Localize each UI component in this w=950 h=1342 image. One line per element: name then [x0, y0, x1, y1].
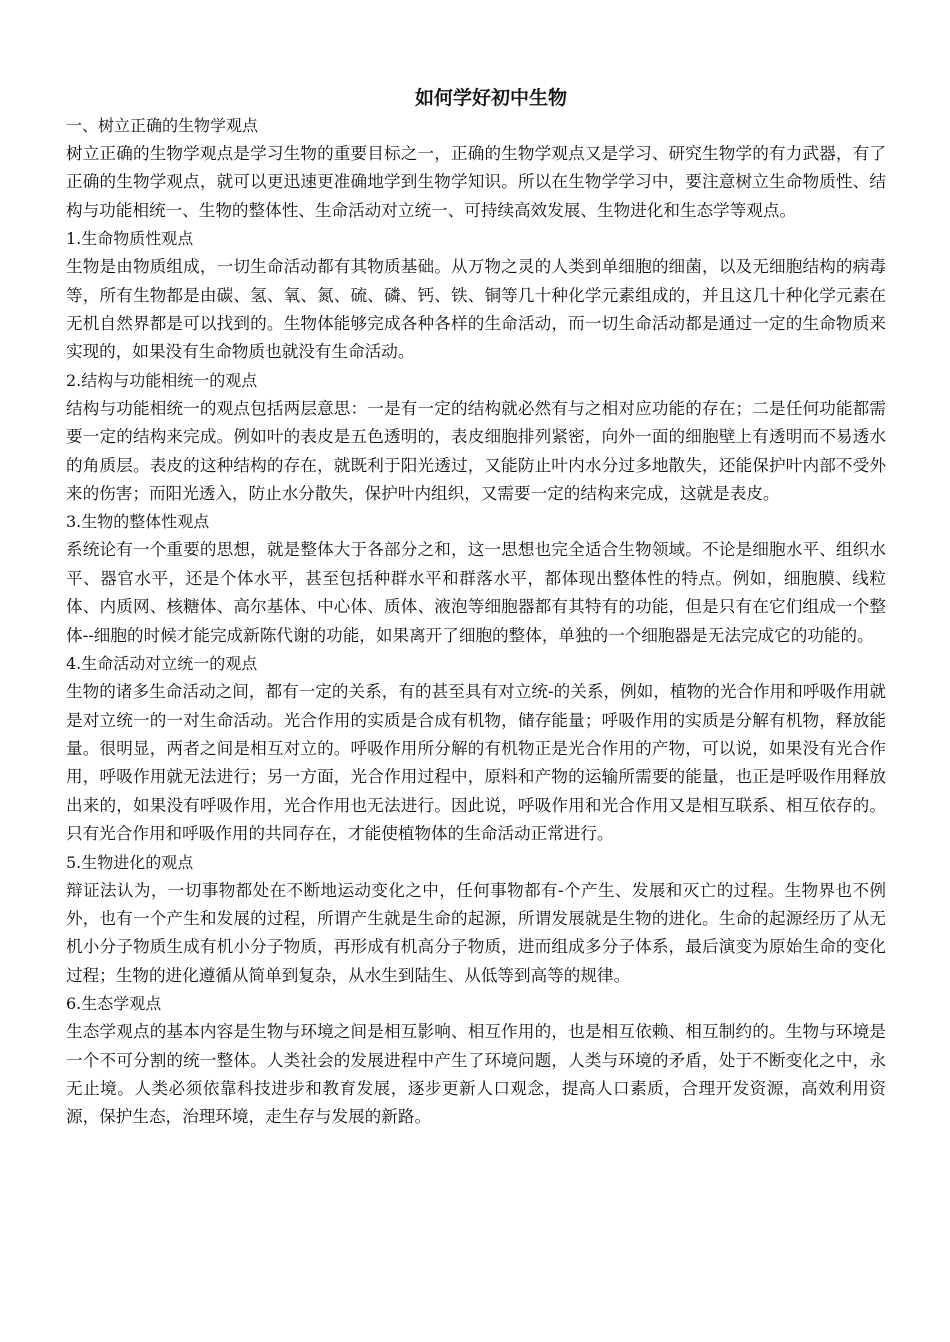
section-3-paragraph: 系统论有一个重要的思想，就是整体大于各部分之和，这一思想也完全适合生物领域。不论是细胞水平、组织水平、器官水平，还是个体水平，甚至包括种群水平和群落水平，都体现出整体性的特点。例如，细胞膜、线粒体、内质网、核糖体、高尔基体、中心体、质体、液泡等细胞器都有其特有的功能，但是只有在它们组成一个整体--细胞的时候才能完成新陈代谢的功能，如果离开了细胞的整体，单独的一个细胞器是无法完成它的功能的。 — [66, 540, 886, 645]
section-6-heading: 6.生态学观点 — [66, 994, 162, 1014]
section-2-heading: 2.结构与功能相统一的观点 — [66, 370, 258, 390]
section-4-heading: 4.生命活动对立统一的观点 — [66, 654, 258, 674]
section-3-heading: 3.生物的整体性观点 — [66, 512, 210, 532]
document-page — [66, 84, 886, 1132]
section-5-paragraph: 辩证法认为，一切事物都处在不断地运动变化之中，任何事物都有-个产生、发展和灭亡的过程。生物界也不例外，也有一个产生和发展的过程，所谓产生就是生命的起源，所谓发展就是生物的进化。生命的起源经历了从无机小分子物质生成有机小分子物质，再形成有机高分子物质，进而组成多分子体系，最后演变为原始生命的变化过程；生物的进化遵循从简单到复杂，从水生到陆生、从低等到高等的规律。 — [66, 880, 886, 985]
section-2-paragraph: 结构与功能相统一的观点包括两层意思：一是有一定的结构就必然有与之相对应功能的存在；二是任何功能都需要一定的结构来完成。例如叶的表皮是五色透明的，表皮细胞排列紧密，向外一面的细胞壁上有透明而不易透水的角质层。表皮的这种结构的存在，就既利于阳光透过，又能防止叶内水分过多地散失，还能保护叶内部不受外来的伤害；而阳光透入，防止水分散失，保护叶内组织，又需要一定的结构来完成，这就是表皮。 — [66, 398, 886, 504]
section-1-paragraph: 生物是由物质组成，一切生命活动都有其物质基础。从万物之灵的人类到单细胞的细菌，以及无细胞结构的病毒等，所有生物都是由碳、氢、氧、氮、硫、磷、钙、铁、铜等几十种化学元素组成的，并且这几十种化学元素在无机自然界都是可以找到的。生物体能够完成各种各样的生命活动，而一切生命活动都是通过一定的生命物质来实现的，如果没有生命物质也就没有生命活动。 — [66, 257, 886, 362]
section-6-paragraph: 生态学观点的基本内容是生物与环境之间是相互影响、相互作用的，也是相互依赖、相互制约的。生物与环境是一个不可分割的统一整体。人类社会的发展进程中产生了环境问题，人类与环境的矛盾，处于不断变化之中，永无止境。人类必须依靠科技进步和教育发展，逐步更新人口观念，提高人口素质，合理开发资源，高效利用资源，保护生态，治理环境，走生存与发展的新路。 — [66, 1022, 886, 1127]
section-1-heading: 1.生命物质性观点 — [66, 229, 194, 249]
section-5-heading: 5.生物进化的观点 — [66, 852, 194, 872]
section-4-paragraph: 生物的诸多生命活动之间，都有一定的关系，有的甚至具有对立统-的关系，例如，植物的光合作用和呼吸作用就是对立统一的一对生命活动。光合作用的实质是合成有机物，储存能量；呼吸作用的实质是分解有机物，释放能量。很明显，两者之间是相互对立的。呼吸作用所分解的有机物正是光合作用的产物，可以说，如果没有光合作用，呼吸作用就无法进行；另一方面，光合作用过程中，原料和产物的运输所需要的能量，也正是呼吸作用释放出来的，如果没有呼吸作用，光合作用也无法进行。因此说，呼吸作用和光合作用又是相互联系、相互依存的。只有光合作用和呼吸作用的共同存在，才能使植物体的生命活动正常进行。 — [66, 682, 886, 844]
intro-heading: 一、树立正确的生物学观点 — [66, 116, 259, 135]
document-title: 如何学好初中生物 — [414, 87, 567, 109]
intro-paragraph: 树立正确的生物学观点是学习生物的重要目标之一，正确的生物学观点又是学习、研究生物学的有力武器，有了正确的生物学观点，就可以更迅速更准确地学到生物学知识。所以在生物学学习中，要注意树立生命物质性、结构与功能相统一、生物的整体性、生命活动对立统一、可持续高效发展、生物进化和生态学等观点。 — [66, 144, 886, 220]
